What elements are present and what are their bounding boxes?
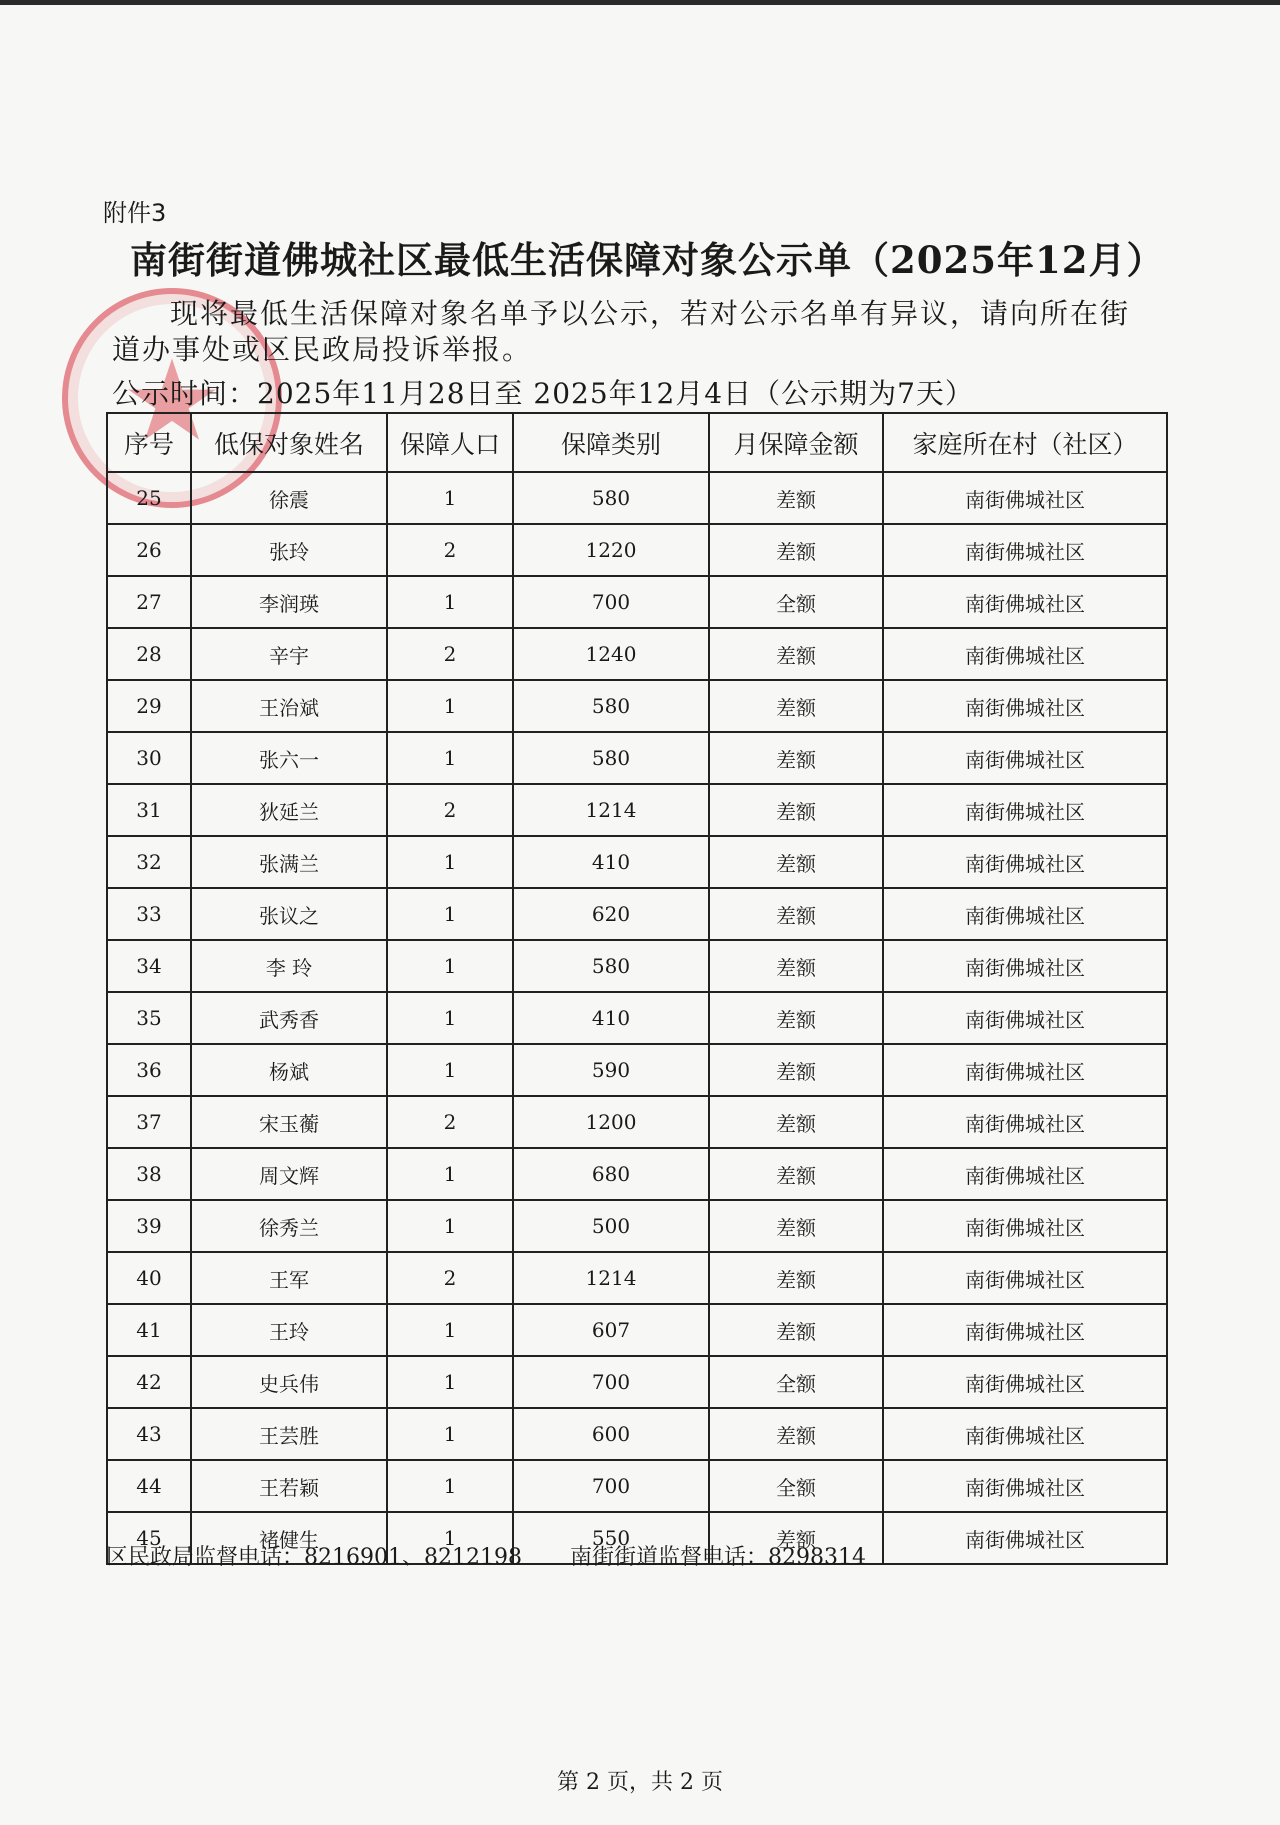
cell-community: 南街佛城社区 <box>883 888 1167 940</box>
cell-category: 607 <box>513 1304 709 1356</box>
cell-category: 680 <box>513 1148 709 1200</box>
table-row <box>107 1200 1167 1252</box>
cell-monthly-amount: 差额 <box>709 1044 883 1096</box>
cell-monthly-amount: 差额 <box>709 680 883 732</box>
cell-index: 36 <box>107 1044 191 1096</box>
cell-index: 43 <box>107 1408 191 1460</box>
cell-monthly-amount: 差额 <box>709 732 883 784</box>
cell-index: 39 <box>107 1200 191 1252</box>
page-number: 第 2 页，共 2 页 <box>557 1770 723 1795</box>
cell-community: 南街佛城社区 <box>883 732 1167 784</box>
cell-name: 王治斌 <box>191 680 387 732</box>
cell-category: 410 <box>513 992 709 1044</box>
table-row <box>107 1044 1167 1096</box>
cell-household-size: 1 <box>387 1148 513 1200</box>
cell-household-size: 1 <box>387 680 513 732</box>
cell-household-size: 2 <box>387 1096 513 1148</box>
cell-monthly-amount: 差额 <box>709 472 883 524</box>
cell-category: 700 <box>513 576 709 628</box>
cell-category: 700 <box>513 1356 709 1408</box>
cell-monthly-amount: 差额 <box>709 1252 883 1304</box>
cell-name: 张六一 <box>191 732 387 784</box>
table-row <box>107 1148 1167 1200</box>
cell-monthly-amount: 全额 <box>709 576 883 628</box>
cell-name: 辛宇 <box>191 628 387 680</box>
cell-category: 1220 <box>513 524 709 576</box>
cell-community: 南街佛城社区 <box>883 1460 1167 1512</box>
cell-household-size: 1 <box>387 472 513 524</box>
street-office-phone: 南街街道监督电话：8298314 <box>569 1545 866 1570</box>
table-row <box>107 888 1167 940</box>
cell-category: 550 <box>513 1512 709 1564</box>
cell-index: 33 <box>107 888 191 940</box>
cell-index: 35 <box>107 992 191 1044</box>
cell-community: 南街佛城社区 <box>883 1044 1167 1096</box>
cell-community: 南街佛城社区 <box>883 992 1167 1044</box>
cell-community: 南街佛城社区 <box>883 628 1167 680</box>
cell-monthly-amount: 差额 <box>709 888 883 940</box>
page-top-edge <box>0 0 1280 5</box>
header-monthly-amount: 月保障金额 <box>709 413 883 472</box>
cell-category: 1200 <box>513 1096 709 1148</box>
header-household-size: 保障人口 <box>387 413 513 472</box>
cell-household-size: 1 <box>387 1200 513 1252</box>
cell-index: 32 <box>107 836 191 888</box>
cell-household-size: 1 <box>387 888 513 940</box>
cell-community: 南街佛城社区 <box>883 1252 1167 1304</box>
table-row <box>107 1252 1167 1304</box>
cell-monthly-amount: 差额 <box>709 1096 883 1148</box>
cell-name: 李 玲 <box>191 940 387 992</box>
cell-index: 34 <box>107 940 191 992</box>
cell-community: 南街佛城社区 <box>883 1356 1167 1408</box>
cell-community: 南街佛城社区 <box>883 1512 1167 1564</box>
cell-monthly-amount: 全额 <box>709 1460 883 1512</box>
cell-community: 南街佛城社区 <box>883 784 1167 836</box>
cell-name: 徐秀兰 <box>191 1200 387 1252</box>
cell-name: 褚健生 <box>191 1512 387 1564</box>
cell-household-size: 1 <box>387 1304 513 1356</box>
attachment-label: 附件3 <box>103 199 167 227</box>
table-row <box>107 680 1167 732</box>
cell-index: 30 <box>107 732 191 784</box>
table-row <box>107 1096 1167 1148</box>
table-row <box>107 992 1167 1044</box>
cell-monthly-amount: 差额 <box>709 1148 883 1200</box>
cell-household-size: 1 <box>387 1460 513 1512</box>
cell-index: 31 <box>107 784 191 836</box>
cell-name: 张玲 <box>191 524 387 576</box>
cell-community: 南街佛城社区 <box>883 836 1167 888</box>
table-row <box>107 732 1167 784</box>
cell-community: 南街佛城社区 <box>883 1148 1167 1200</box>
cell-household-size: 1 <box>387 1044 513 1096</box>
cell-monthly-amount: 差额 <box>709 784 883 836</box>
cell-index: 27 <box>107 576 191 628</box>
header-community: 家庭所在村（社区） <box>883 413 1167 472</box>
cell-monthly-amount: 差额 <box>709 1304 883 1356</box>
cell-index: 38 <box>107 1148 191 1200</box>
table-row <box>107 576 1167 628</box>
cell-community: 南街佛城社区 <box>883 576 1167 628</box>
cell-name: 武秀香 <box>191 992 387 1044</box>
recipient-table <box>106 412 1168 1565</box>
cell-name: 王芸胜 <box>191 1408 387 1460</box>
table-row <box>107 1408 1167 1460</box>
cell-monthly-amount: 差额 <box>709 940 883 992</box>
cell-category: 500 <box>513 1200 709 1252</box>
cell-community: 南街佛城社区 <box>883 1096 1167 1148</box>
cell-household-size: 1 <box>387 940 513 992</box>
table-row <box>107 524 1167 576</box>
cell-index: 44 <box>107 1460 191 1512</box>
cell-name: 周文辉 <box>191 1148 387 1200</box>
cell-category: 590 <box>513 1044 709 1096</box>
cell-name: 史兵伟 <box>191 1356 387 1408</box>
cell-household-size: 1 <box>387 1356 513 1408</box>
cell-community: 南街佛城社区 <box>883 1304 1167 1356</box>
table-row <box>107 1460 1167 1512</box>
cell-monthly-amount: 差额 <box>709 836 883 888</box>
document-title: 南街街道佛城社区最低生活保障对象公示单（2025年12月） <box>130 238 1165 282</box>
cell-household-size: 1 <box>387 1512 513 1564</box>
cell-category: 600 <box>513 1408 709 1460</box>
cell-index: 40 <box>107 1252 191 1304</box>
cell-name: 王若颖 <box>191 1460 387 1512</box>
table-body <box>107 472 1167 1564</box>
publicity-period: 公示时间：2025年11月28日至 2025年12月4日（公示期为7天） <box>112 377 974 410</box>
cell-household-size: 1 <box>387 992 513 1044</box>
cell-monthly-amount: 差额 <box>709 992 883 1044</box>
cell-community: 南街佛城社区 <box>883 680 1167 732</box>
cell-index: 25 <box>107 472 191 524</box>
table-row <box>107 1356 1167 1408</box>
cell-household-size: 1 <box>387 732 513 784</box>
cell-index: 37 <box>107 1096 191 1148</box>
cell-index: 45 <box>107 1512 191 1564</box>
cell-category: 580 <box>513 680 709 732</box>
cell-index: 41 <box>107 1304 191 1356</box>
cell-household-size: 1 <box>387 836 513 888</box>
cell-community: 南街佛城社区 <box>883 1408 1167 1460</box>
cell-name: 狄延兰 <box>191 784 387 836</box>
cell-household-size: 2 <box>387 524 513 576</box>
cell-monthly-amount: 差额 <box>709 524 883 576</box>
cell-category: 620 <box>513 888 709 940</box>
header-category: 保障类别 <box>513 413 709 472</box>
cell-monthly-amount: 差额 <box>709 1512 883 1564</box>
table-row <box>107 784 1167 836</box>
cell-name: 徐震 <box>191 472 387 524</box>
cell-household-size: 1 <box>387 1408 513 1460</box>
header-name: 低保对象姓名 <box>191 413 387 472</box>
cell-household-size: 1 <box>387 576 513 628</box>
cell-category: 700 <box>513 1460 709 1512</box>
cell-community: 南街佛城社区 <box>883 940 1167 992</box>
cell-index: 42 <box>107 1356 191 1408</box>
cell-category: 1214 <box>513 784 709 836</box>
cell-name: 宋玉蘅 <box>191 1096 387 1148</box>
cell-name: 王军 <box>191 1252 387 1304</box>
cell-category: 410 <box>513 836 709 888</box>
cell-category: 580 <box>513 732 709 784</box>
cell-monthly-amount: 全额 <box>709 1356 883 1408</box>
cell-index: 29 <box>107 680 191 732</box>
intro-paragraph: 现将最低生活保障对象名单予以公示，若对公示名单有异议，请向所在街道办事处或区民政局投诉举报。 <box>112 297 1131 366</box>
cell-index: 26 <box>107 524 191 576</box>
cell-name: 张议之 <box>191 888 387 940</box>
cell-monthly-amount: 差额 <box>709 1408 883 1460</box>
cell-category: 1240 <box>513 628 709 680</box>
cell-category: 580 <box>513 940 709 992</box>
cell-name: 杨斌 <box>191 1044 387 1096</box>
cell-household-size: 2 <box>387 1252 513 1304</box>
table-row <box>107 472 1167 524</box>
table-row <box>107 628 1167 680</box>
cell-community: 南街佛城社区 <box>883 1200 1167 1252</box>
cell-household-size: 2 <box>387 628 513 680</box>
cell-name: 李润瑛 <box>191 576 387 628</box>
cell-monthly-amount: 差额 <box>709 1200 883 1252</box>
header-index: 序号 <box>107 413 191 472</box>
table-row <box>107 836 1167 888</box>
cell-name: 张满兰 <box>191 836 387 888</box>
cell-community: 南街佛城社区 <box>883 472 1167 524</box>
table-header-row <box>107 413 1167 472</box>
cell-monthly-amount: 差额 <box>709 628 883 680</box>
cell-community: 南街佛城社区 <box>883 524 1167 576</box>
table-row <box>107 1304 1167 1356</box>
supervision-phones <box>106 1540 866 1571</box>
table-row <box>107 940 1167 992</box>
civil-affairs-phone: 区民政局监督电话：8216901、8212198 <box>106 1545 522 1570</box>
cell-category: 1214 <box>513 1252 709 1304</box>
cell-name: 王玲 <box>191 1304 387 1356</box>
cell-category: 580 <box>513 472 709 524</box>
cell-household-size: 2 <box>387 784 513 836</box>
cell-index: 28 <box>107 628 191 680</box>
